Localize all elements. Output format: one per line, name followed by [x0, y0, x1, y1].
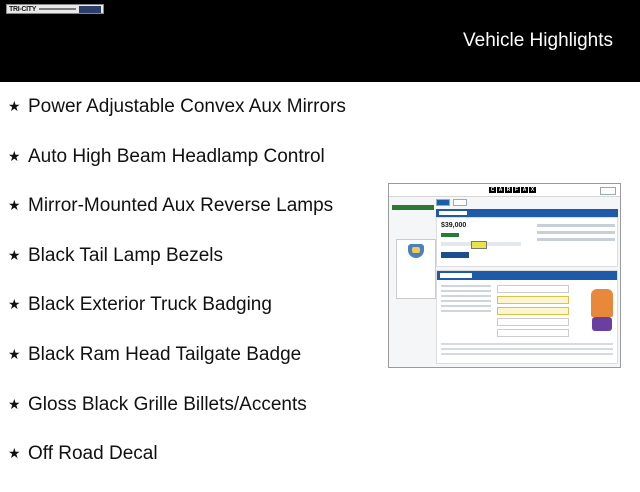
- star-icon: ★: [8, 445, 21, 462]
- carfax-topbar: [389, 184, 620, 197]
- sidebar-link[interactable]: [392, 220, 434, 224]
- dealer-card: [396, 239, 436, 299]
- check-row: [497, 318, 569, 326]
- feature-item: [8, 393, 346, 443]
- star-icon: ★: [8, 197, 21, 214]
- history-panel: [436, 270, 618, 364]
- carfax-logo-letter: X: [530, 187, 535, 193]
- sidebar-link[interactable]: [392, 213, 434, 217]
- carfax-logo: [489, 187, 537, 193]
- star-icon: ★: [8, 98, 21, 114]
- tab-active[interactable]: [436, 199, 450, 206]
- star-icon: ★: [8, 296, 21, 313]
- report-footer: [441, 343, 613, 358]
- feature-label: Black Ram Head Tailgate Badge: [28, 343, 302, 365]
- value-badge-icon: [592, 317, 612, 331]
- feature-item: [8, 442, 346, 492]
- fox-mascot-icon: [591, 289, 613, 317]
- carfax-mini-logo: [439, 211, 467, 215]
- carfax-mini-logo: [440, 273, 472, 278]
- carfax-tabs: [436, 199, 618, 206]
- value-panel: [436, 217, 618, 267]
- star-icon: ★: [8, 147, 21, 164]
- tab[interactable]: [453, 199, 467, 206]
- feature-label: Auto High Beam Headlamp Control: [28, 145, 325, 167]
- good-value-badge: [441, 233, 459, 237]
- star-icon: ★: [8, 246, 21, 263]
- star-icon: ★: [8, 395, 21, 412]
- check-row: [497, 307, 569, 315]
- value-report-bar: [436, 209, 618, 217]
- value-scale: [441, 242, 521, 246]
- carfax-sidebar: [392, 199, 434, 364]
- logo-contact-box: [79, 6, 101, 13]
- feature-item: [8, 95, 346, 145]
- page-title: Vehicle Highlights: [463, 30, 613, 51]
- carfax-logo-letter: A: [522, 187, 527, 193]
- feature-label: Black Exterior Truck Badging: [28, 294, 272, 316]
- header-bar: [0, 0, 640, 82]
- history-report-bar: [437, 271, 617, 280]
- carfax-report-thumbnail[interactable]: [388, 183, 621, 368]
- logo-divider: [39, 8, 76, 10]
- history-checks: [497, 285, 569, 340]
- carfax-logo-letter: F: [514, 187, 519, 193]
- check-row: [497, 285, 569, 293]
- star-icon: ★: [8, 345, 21, 362]
- dealer-logo[interactable]: [6, 4, 104, 14]
- feature-item: [8, 194, 346, 244]
- value-factors: [537, 224, 615, 254]
- feature-item: [8, 145, 346, 195]
- check-row: [497, 296, 569, 304]
- carfax-main: [436, 199, 618, 364]
- feature-label: Power Adjustable Convex Aux Mirrors: [28, 96, 346, 117]
- vehicle-details: [441, 285, 491, 315]
- value-scale-marker: [471, 241, 487, 249]
- dealer-logo-text: TRI-CITY: [9, 5, 37, 13]
- carfax-logo-letter: A: [498, 187, 503, 193]
- price-value: $39,000: [441, 222, 467, 229]
- carfax-logo-letter: R: [506, 187, 511, 193]
- feature-list: [8, 95, 346, 492]
- check-row: [497, 329, 569, 337]
- carfax-logo-letter: C: [490, 187, 495, 193]
- feature-label: Gloss Black Grille Billets/Accents: [28, 393, 307, 415]
- sidebar-item-history[interactable]: [392, 205, 434, 210]
- feature-item: [8, 293, 346, 343]
- feature-label: Mirror-Mounted Aux Reverse Lamps: [28, 195, 334, 217]
- feature-item: [8, 244, 346, 294]
- feature-item: [8, 343, 346, 393]
- feature-label: Black Tail Lamp Bezels: [28, 244, 224, 266]
- shield-icon: [408, 244, 424, 258]
- print-button[interactable]: [600, 187, 616, 195]
- feature-label: Off Road Decal: [28, 443, 158, 465]
- view-details-button[interactable]: [441, 252, 469, 258]
